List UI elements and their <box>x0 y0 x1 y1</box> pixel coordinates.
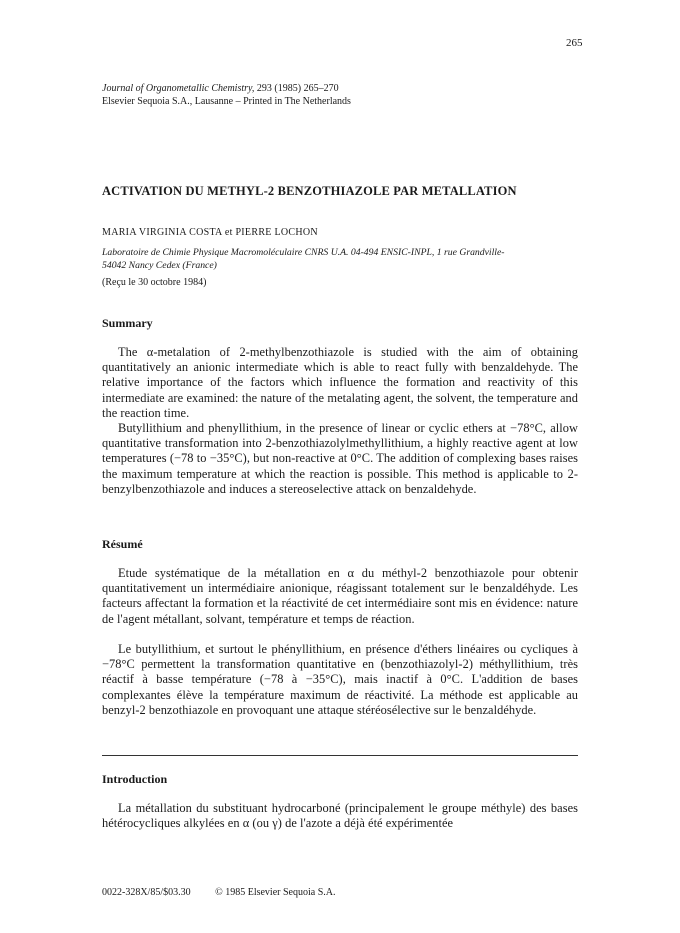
affiliation-line-1: Laboratoire de Chimie Physique Macromoléculaire CNRS U.A. 04-494 ENSIC-INPL, 1 rue Grandville- <box>102 247 505 258</box>
introduction-heading: Introduction <box>102 772 168 786</box>
summary-paragraph: The α-metalation of 2-methylbenzothiazole is studied with the aim of obtaining quantitatively an anionic intermediate which is able to react fully with benzaldehyde. The relative importance of the factors which influence the formation and reactivity of this intermediate are examined: the nature of the metalating agent, the solvent, the temperature and the reaction time. <box>102 345 578 420</box>
summary-paragraph: Butyllithium and phenyllithium, in the presence of linear or cyclic ethers at −78°C, allow quantitative transformation into 2-benzothiazolylmethyllithium, a highly reactive agent at low temperatures (−78 to −35°C), but non-reactive at 0°C. The addition of complexing bases raises the maximum temperature at which the reaction is possible. This method is applicable to 2-benzylbenzothiazole and induces a stereoselective attack on benzaldehyde. <box>102 421 578 496</box>
author-affiliation <box>102 246 582 272</box>
resume-paragraph: Etude systématique de la métallation en α du méthyl-2 benzothiazole pour obtenir quantitativement un intermédiaire anionique, réagissant totalement sur le benzaldéhyde. Les facteurs affectant la formation et la réactivité de cet intermédiaire sont mis en évidence: nature de l'agent métallant, solvant, température et temps de réaction. <box>102 566 578 626</box>
summary-heading: Summary <box>102 316 153 330</box>
affiliation-line-2: 54042 Nancy Cedex (France) <box>102 260 217 271</box>
journal-name: Journal of Organometallic Chemistry, <box>102 83 255 94</box>
article-code: 0022-328X/85/$03.30 <box>102 887 191 898</box>
section-divider <box>102 755 578 756</box>
page-footer <box>102 887 335 898</box>
article-authors: MARIA VIRGINIA COSTA et PIERRE LOCHON <box>102 227 318 238</box>
resume-heading: Résumé <box>102 537 143 551</box>
journal-header <box>102 82 351 108</box>
journal-citation: 293 (1985) 265–270 <box>256 83 339 94</box>
resume-paragraph: Le butyllithium, et surtout le phényllithium, en présence d'éthers linéaires ou cycliques à −78°C permettent la transformation quantitative en (benzothiazolyl-2) méthyllithium, très réactif à basse température (−78 à −35°C), mais inactif à 0°C. L'addition de bases complexantes élève la température maximum de réactivité. La méthode est applicable au benzyl-2 benzothiazole en provoquant une attaque stéréosélective sur le benzaldéhyde. <box>102 642 578 717</box>
article-title: ACTIVATION DU METHYL-2 BENZOTHIAZOLE PAR METALLATION <box>102 184 517 198</box>
copyright-notice: © 1985 Elsevier Sequoia S.A. <box>215 887 336 898</box>
page-number: 265 <box>566 37 583 49</box>
introduction-paragraph: La métallation du substituant hydrocarboné (principalement le groupe méthyle) des bases hétérocycliques alkylées en α (ou γ) de l'azote a déjà été expérimentée <box>102 801 578 831</box>
received-date: (Reçu le 30 octobre 1984) <box>102 277 207 288</box>
journal-publisher: Elsevier Sequoia S.A., Lausanne – Printed in The Netherlands <box>102 96 351 107</box>
journal-citation-line <box>102 82 351 95</box>
